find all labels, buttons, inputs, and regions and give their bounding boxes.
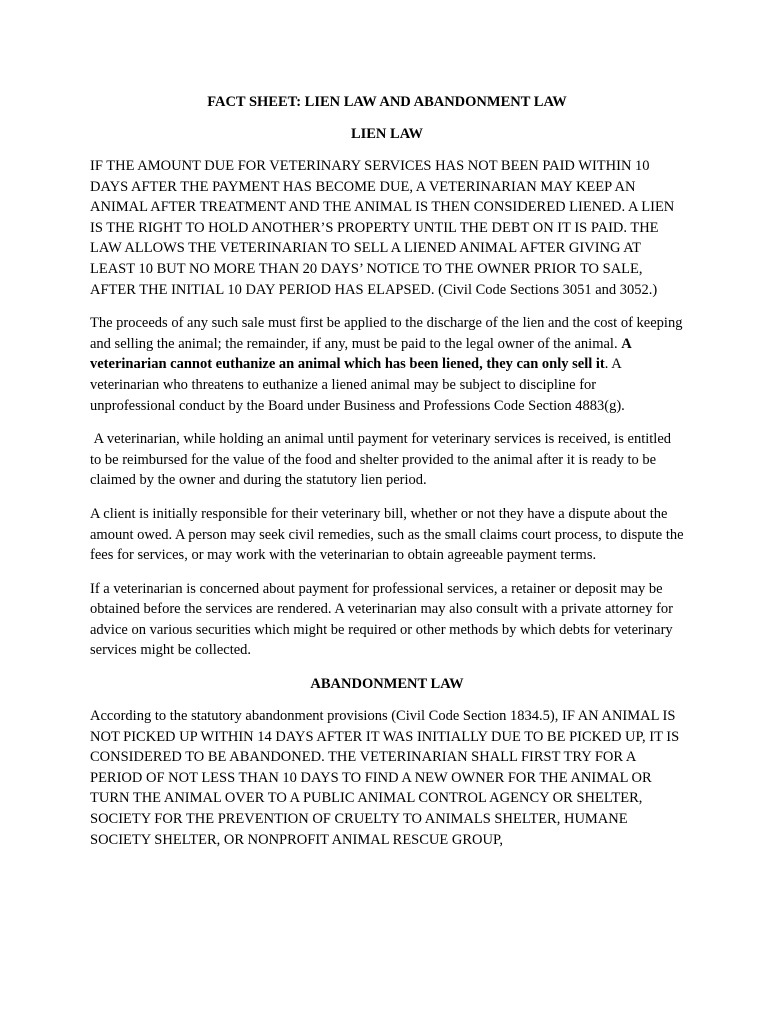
lien-paragraph-2 xyxy=(90,313,684,416)
lien-paragraph-2-end: . A veterinarian who threatens to euthanize a liened animal may be subject to discipline for unprofessional conduct by the Board under Business and Professions Code Section 4883(g). xyxy=(90,356,625,414)
lien-paragraph-4: A client is initially responsible for their veterinary bill, whether or not they have a dispute about the amount owed. A person may seek civil remedies, such as the small claims court process, to dispute the fees for services, or may work with the veterinarian to obtain agreeable payment terms. xyxy=(90,505,684,564)
abandonment-paragraph-1: According to the statutory abandonment provisions (Civil Code Section 1834.5), IF AN ANIMAL IS NOT PICKED UP WITHIN 14 DAYS AFTER IT WAS INITIALLY DUE TO BE PICKED UP, IT IS CONSIDERED TO BE ABANDONED. THE VETERINARIAN SHALL FIRST TRY FOR A PERIOD OF NOT LESS THAN 10 DAYS TO FIND A NEW OWNER FOR THE ANIMAL OR TURN THE ANIMAL OVER TO A PUBLIC ANIMAL CONTROL AGENCY OR SHELTER, SOCIETY FOR THE PREVENTION OF CRUELTY TO ANIMALS SHELTER, HUMANE SOCIETY SHELTER, OR NONPROFIT ANIMAL RESCUE GROUP, xyxy=(90,708,680,848)
abandonment-law-heading: ABANDONMENT LAW xyxy=(310,676,464,693)
document-title: FACT SHEET: LIEN LAW AND ABANDONMENT LAW xyxy=(207,94,567,110)
lien-law-heading: LIEN LAW xyxy=(350,126,424,142)
lien-paragraph-5: If a veterinarian is concerned about payment for professional services, a retainer or deposit may be obtained before the services are rendered. A veterinarian may also consult with a private attorney for advice on various securities which might be required or other methods by which debts for veterinary services might be collected. xyxy=(90,580,673,659)
lien-paragraph-2-start: The proceeds of any such sale must first be applied to the discharge of the lien and the cost of keeping and selling the animal; the remainder, if any, must be paid to the legal owner of the animal. xyxy=(90,315,683,352)
lien-paragraph-2-bold: A veterinarian cannot euthanize an animal which has been liened, they can only sell it xyxy=(90,335,631,373)
lien-paragraph-1: IF THE AMOUNT DUE FOR VETERINARY SERVICES HAS NOT BEEN PAID WITHIN 10 DAYS AFTER THE PAYMENT HAS BECOME DUE, A VETERINARIAN MAY KEEP AN ANIMAL AFTER TREATMENT AND THE ANIMAL IS THEN CONSIDERED LIENED. A LIEN IS THE RIGHT TO HOLD ANOTHER’S PROPERTY UNTIL THE DEBT ON IT IS PAID. THE LAW ALLOWS THE VETERINARIAN TO SELL A LIENED ANIMAL AFTER GIVING AT LEAST 10 BUT NO MORE THAN 20 DAYS’ NOTICE TO THE OWNER PRIOR TO SALE, AFTER THE INITIAL 10 DAY PERIOD HAS ELAPSED. (Civil Code Sections 3051 and 3052.) xyxy=(90,158,675,298)
document-page xyxy=(90,92,684,863)
lien-paragraph-3: A veterinarian, while holding an animal until payment for veterinary services is received, is entitled to be reimbursed for the value of the food and shelter provided to the animal after it is ready to be claimed by the owner and during the statutory lien period. xyxy=(90,431,675,489)
